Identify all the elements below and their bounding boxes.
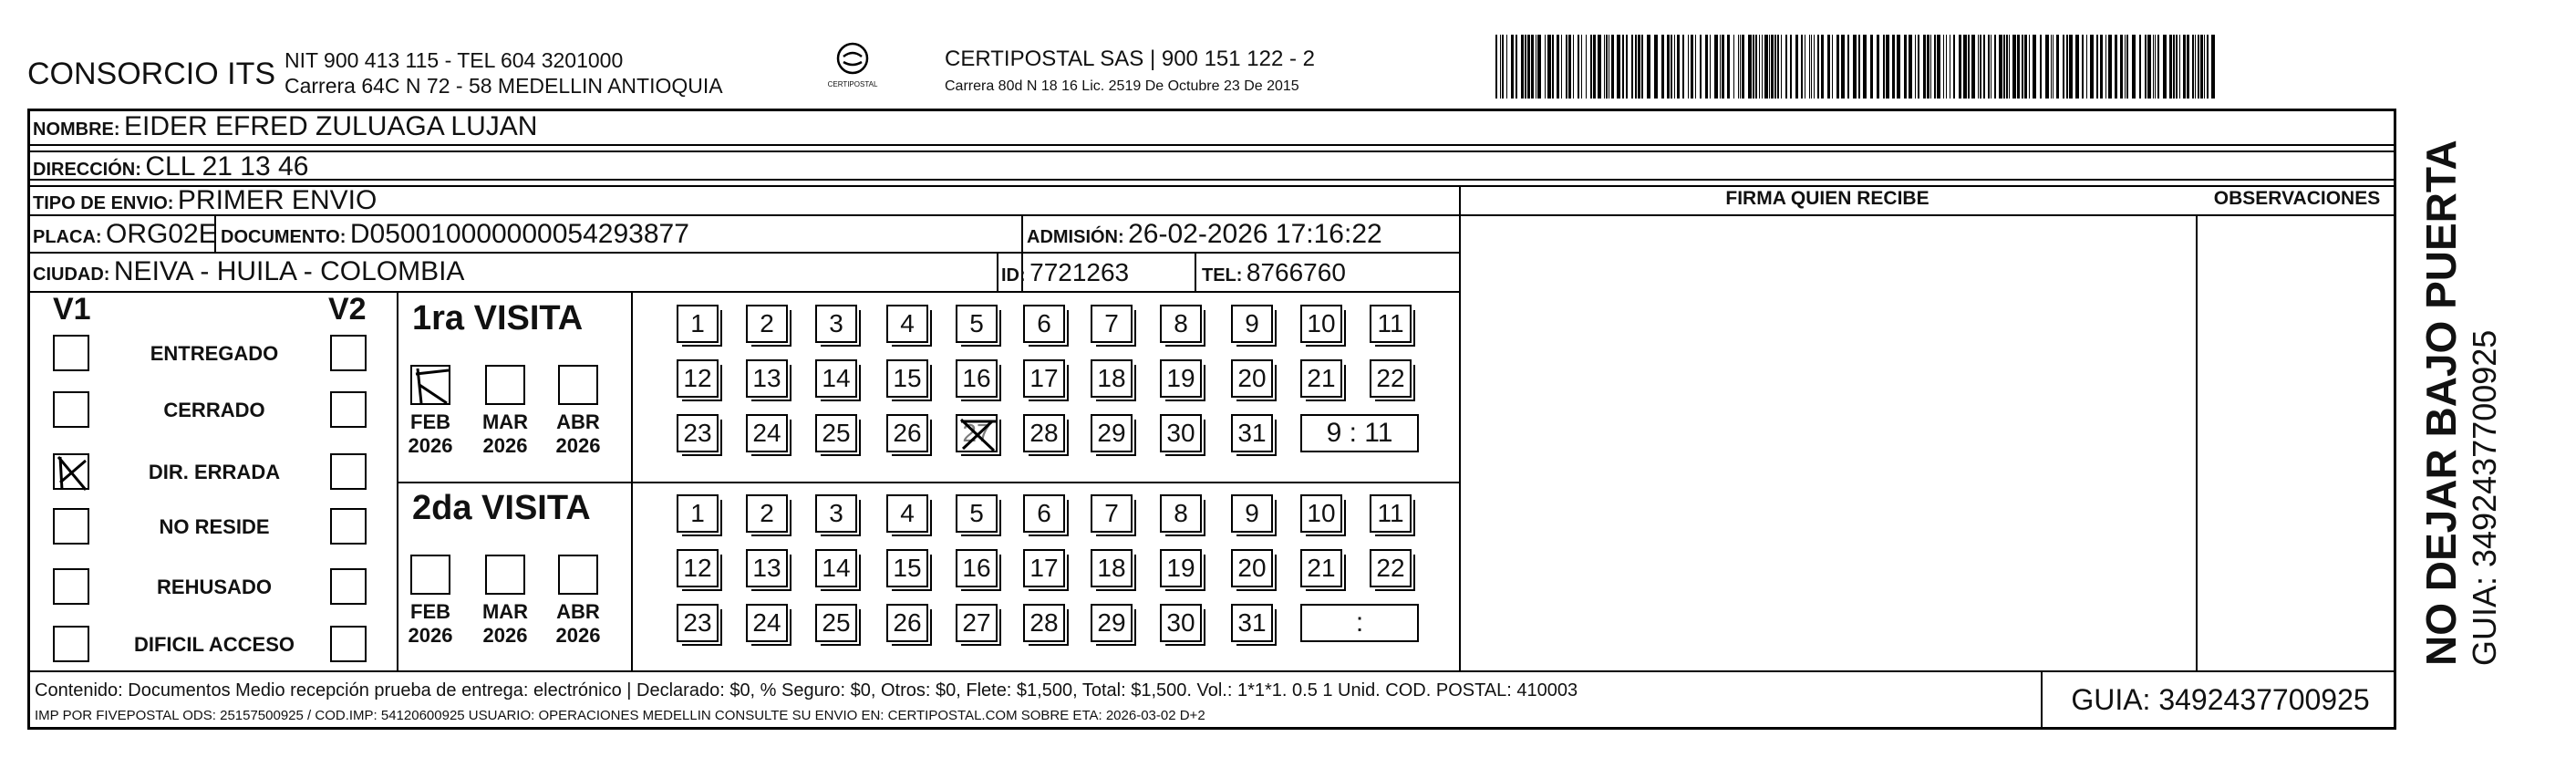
month-year: 2026 [408,434,453,457]
day-number: 22 [1376,364,1405,392]
first-visit-day-box[interactable] [815,305,857,343]
v1-checkbox[interactable] [53,508,89,545]
month-name: FEB [410,600,450,623]
second-visit-day-box[interactable] [1023,549,1065,587]
documento-label: DOCUMENTO: [221,227,347,247]
id-value: 7721263 [1029,258,1130,286]
day-number: 20 [1237,364,1267,392]
v1-checkbox[interactable] [53,453,89,490]
day-number: 1 [690,499,705,527]
day-number: 31 [1237,608,1267,637]
day-number: 6 [1037,309,1051,337]
placa-value: ORG02E [106,219,217,249]
month-year: 2026 [482,624,528,647]
month-year: 2026 [555,434,601,457]
first-visit-day-box[interactable] [1091,414,1133,452]
second-visit-day-box[interactable] [1370,494,1412,533]
first-visit-day-box[interactable] [677,305,719,343]
tipo-envio-row [33,185,377,216]
day-number: 8 [1174,499,1188,527]
first-visit-day-box[interactable] [1231,359,1273,398]
first-visit-month-box[interactable] [485,365,525,405]
side-notice-title: NO DEJAR BAJO PUERTA [2417,140,2465,666]
day-number: 25 [822,608,851,637]
nombre-row [33,111,537,142]
first-visit-day-box[interactable] [956,359,998,398]
first-visit-day-box[interactable] [886,359,928,398]
admision-cell [1027,219,1382,250]
second-visit-month-label [403,600,458,648]
first-visit-day-box[interactable] [1300,359,1342,398]
day-number: 11 [1377,309,1404,337]
ciudad-row [33,256,464,287]
second-visit-day-box[interactable] [677,604,719,642]
tipo-envio-value: PRIMER ENVIO [177,185,378,215]
month-year: 2026 [408,624,453,647]
month-name: MAR [481,600,529,623]
second-visit-day-box[interactable] [677,549,719,587]
day-number: 30 [1166,419,1195,447]
second-visit-day-box[interactable] [746,549,788,587]
nombre-value: EIDER EFRED ZULUAGA LUJAN [124,111,538,141]
day-number: 22 [1376,554,1405,582]
day-number: 24 [752,608,781,637]
day-number: 7 [1104,309,1119,337]
status-label: DIFICIL ACCESO [133,633,295,656]
second-visit-month-box[interactable] [410,555,450,595]
company-info [284,47,723,99]
day-number: 23 [683,419,712,447]
day-number: 6 [1037,499,1051,527]
v1-checkbox[interactable] [53,335,89,371]
tipo-envio-label: TIPO DE ENVIO: [33,193,174,213]
day-number: 24 [752,419,781,447]
second-visit-title: 2da VISITA [412,489,591,527]
day-number: 16 [962,554,991,582]
status-label: NO RESIDE [159,515,270,538]
direccion-label: DIRECCIÓN: [33,160,141,180]
first-visit-day-box[interactable] [956,414,998,452]
footer-content-line: Contenido: Documentos Medio recepción prueba de entrega: electrónico | Declarado: $0, % Seguro: $0, Otros: $0, Flete: $1,500, Total: $1,500. Vol.: 1*1*1. 0.5 1 Unid. COD. POSTAL: 410003 [35,680,1578,701]
second-visit-day-box[interactable] [886,494,928,533]
v2-checkbox[interactable] [330,453,367,490]
day-number: 21 [1307,364,1336,392]
day-number: 10 [1307,309,1336,337]
day-number: 10 [1307,499,1336,527]
month-name: FEB [410,410,450,433]
day-number: 5 [969,499,984,527]
month-name: ABR [556,600,600,623]
second-visit-day-box[interactable] [1231,494,1273,533]
day-number: 31 [1237,419,1267,447]
first-visit-month-box[interactable] [558,365,598,405]
day-number: 20 [1237,554,1267,582]
day-number: 18 [1097,364,1126,392]
admision-value: 26-02-2026 17:16:22 [1128,219,1382,249]
status-label: DIR. ERRADA [148,461,281,483]
first-visit-day-box[interactable] [677,359,719,398]
v1-checkbox[interactable] [53,626,89,662]
day-number: 12 [683,364,712,392]
handwritten-mark-icon [957,416,999,454]
second-visit-day-box[interactable] [1231,604,1273,642]
v2-checkbox[interactable] [330,626,367,662]
second-visit-day-box[interactable] [1091,604,1133,642]
second-visit-day-box[interactable] [1023,604,1065,642]
second-visit-month-box[interactable] [485,555,525,595]
day-number: 21 [1307,554,1336,582]
second-visit-day-box[interactable] [886,549,928,587]
day-number: 23 [683,608,712,637]
day-number: 27 [962,419,991,447]
first-visit-day-box[interactable] [1370,305,1412,343]
day-number: 5 [969,309,984,337]
first-visit-day-box[interactable] [1160,414,1202,452]
company-name: CONSORCIO ITS [27,57,276,91]
month-year: 2026 [555,624,601,647]
day-number: 1 [690,309,705,337]
v2-checkbox[interactable] [330,335,367,371]
day-number: 2 [760,309,774,337]
first-visit-day-box[interactable] [886,305,928,343]
day-number: 26 [893,608,922,637]
first-visit-day-box[interactable] [886,414,928,452]
handwritten-check-icon [55,455,91,492]
second-visit-day-box[interactable] [815,494,857,533]
first-visit-day-box[interactable] [746,359,788,398]
first-visit-month-label [551,410,605,458]
documento-cell [221,219,689,250]
handwritten-mark-icon [412,367,452,407]
day-number: 13 [752,554,781,582]
first-visit-month-label [478,410,533,458]
day-number: 14 [822,364,851,392]
day-number: 19 [1166,364,1195,392]
second-visit-day-box[interactable] [1231,549,1273,587]
tel-value: 8766760 [1246,258,1346,286]
day-number: 29 [1097,419,1126,447]
second-visit-day-box[interactable] [1370,549,1412,587]
address-line: Carrera 64C N 72 - 58 MEDELLIN ANTIOQUIA [284,74,723,98]
day-number: 4 [900,499,915,527]
v1-checkbox[interactable] [53,568,89,605]
first-visit-month-box[interactable] [410,365,450,405]
barcode [1495,35,2216,99]
documento-value: D050010000000054293877 [349,219,689,249]
logo-text: CERTIPOSTAL [827,80,878,88]
observaciones-column-header: OBSERVACIONES [2213,188,2381,209]
second-visit-month-label [551,600,605,648]
first-visit-day-box[interactable] [1231,305,1273,343]
first-visit-day-box[interactable] [1023,359,1065,398]
day-number: 19 [1166,554,1195,582]
day-number: 25 [822,419,851,447]
day-number: 13 [752,364,781,392]
month-year: 2026 [482,434,528,457]
first-visit-title: 1ra VISITA [412,299,584,337]
day-number: 15 [893,364,922,392]
status-label: ENTREGADO [150,342,279,365]
direccion-row [33,151,308,182]
day-number: 17 [1029,364,1059,392]
firma-column-header: FIRMA QUIEN RECIBE [1725,188,1929,209]
second-visit-day-box[interactable] [1091,549,1133,587]
placa-row [33,219,217,250]
month-name: MAR [481,410,529,433]
day-number: 9 [1245,499,1259,527]
second-visit-month-box[interactable] [558,555,598,595]
second-visit-day-box[interactable] [956,604,998,642]
first-visit-day-box[interactable] [1091,359,1133,398]
day-number: 16 [962,364,991,392]
footer-guia: GUIA: 3492437700925 [2041,670,2398,730]
first-visit-day-box[interactable] [815,359,857,398]
second-visit-month-label [478,600,533,648]
first-visit-day-box[interactable] [746,414,788,452]
first-visit-day-box[interactable] [956,305,998,343]
month-name: ABR [556,410,600,433]
day-number: 26 [893,419,922,447]
tel-label: TEL: [1202,265,1243,285]
nit-line: NIT 900 413 115 - TEL 604 3201000 [284,48,624,72]
second-visit-day-box[interactable] [886,604,928,642]
second-visit-day-box[interactable] [746,494,788,533]
second-visit-day-box[interactable] [956,549,998,587]
first-visit-day-box[interactable] [1091,305,1133,343]
second-visit-day-box[interactable] [815,549,857,587]
first-visit-day-box[interactable] [1300,305,1342,343]
second-visit-day-box[interactable] [746,604,788,642]
first-visit-day-box[interactable] [1023,414,1065,452]
day-number: 8 [1174,309,1188,337]
first-visit-day-box[interactable] [815,414,857,452]
v2-checkbox[interactable] [330,391,367,428]
day-number: 28 [1029,608,1059,637]
second-visit-time-box[interactable]: : [1300,604,1419,642]
first-visit-day-box[interactable] [677,414,719,452]
first-visit-month-label [403,410,458,458]
day-number: 12 [683,554,712,582]
ciudad-label: CIUDAD: [33,265,110,285]
v2-checkbox[interactable] [330,508,367,545]
second-visit-day-box[interactable] [1023,494,1065,533]
first-visit-day-box[interactable] [1023,305,1065,343]
side-guia: GUIA: 3492437700925 [2466,329,2503,666]
certi-line: CERTIPOSTAL SAS | 900 151 122 - 2 [945,47,1315,71]
placa-label: PLACA: [33,227,102,247]
certipostal-logo-icon [812,38,894,102]
second-visit-day-box[interactable] [1300,549,1342,587]
second-visit-day-box[interactable] [1160,549,1202,587]
tel-value-cell [1202,258,1346,287]
nombre-label: NOMBRE: [33,119,120,140]
direccion-value: CLL 21 13 46 [145,151,309,182]
day-number: 11 [1377,499,1404,527]
status-label: CERRADO [163,399,265,421]
v2-header: V2 [328,292,367,327]
ciudad-value: NEIVA - HUILA - COLOMBIA [113,256,465,286]
side-notice [2416,140,2504,666]
v1-checkbox[interactable] [53,391,89,428]
v2-checkbox[interactable] [330,568,367,605]
second-visit-day-box[interactable] [1160,604,1202,642]
day-number: 14 [822,554,851,582]
id-cell [1001,258,1129,287]
day-number: 9 [1245,309,1259,337]
first-visit-day-box[interactable] [746,305,788,343]
id-label: ID: [1001,265,1026,285]
second-visit-day-box[interactable] [1091,494,1133,533]
v1-header: V1 [53,292,91,327]
day-number: 4 [900,309,915,337]
second-visit-day-box[interactable] [815,604,857,642]
first-visit-day-box[interactable] [1370,359,1412,398]
second-visit-day-box[interactable] [1160,494,1202,533]
footer-print-line: IMP POR FIVEPOSTAL ODS: 25157500925 / COD.IMP: 54120600925 USUARIO: OPERACIONES MEDELLIN CONSULTE SU ENVIO EN: CERTIPOSTAL.COM SOBRE ETA: 2026-03-02 D+2 [35,708,1205,723]
day-number: 29 [1097,608,1126,637]
first-visit-time-box[interactable]: 9 : 11 [1300,414,1419,452]
day-number: 15 [893,554,922,582]
day-number: 27 [962,608,991,637]
admision-label: ADMISIÓN: [1027,227,1124,247]
day-number: 7 [1104,499,1119,527]
day-number: 18 [1097,554,1126,582]
day-number: 3 [829,309,843,337]
second-visit-day-box[interactable] [1300,494,1342,533]
day-number: 3 [829,499,843,527]
day-number: 30 [1166,608,1195,637]
first-visit-day-box[interactable] [1160,359,1202,398]
status-label: REHUSADO [157,576,272,598]
second-visit-day-box[interactable] [956,494,998,533]
certipostal-info [945,46,1315,100]
day-number: 17 [1029,554,1059,582]
first-visit-day-box[interactable] [1160,305,1202,343]
day-number: 2 [760,499,774,527]
first-visit-day-box[interactable] [1231,414,1273,452]
day-number: 28 [1029,419,1059,447]
certi-address: Carrera 80d N 18 16 Lic. 2519 De Octubre 23 De 2015 [945,78,1299,94]
second-visit-day-box[interactable] [677,494,719,533]
